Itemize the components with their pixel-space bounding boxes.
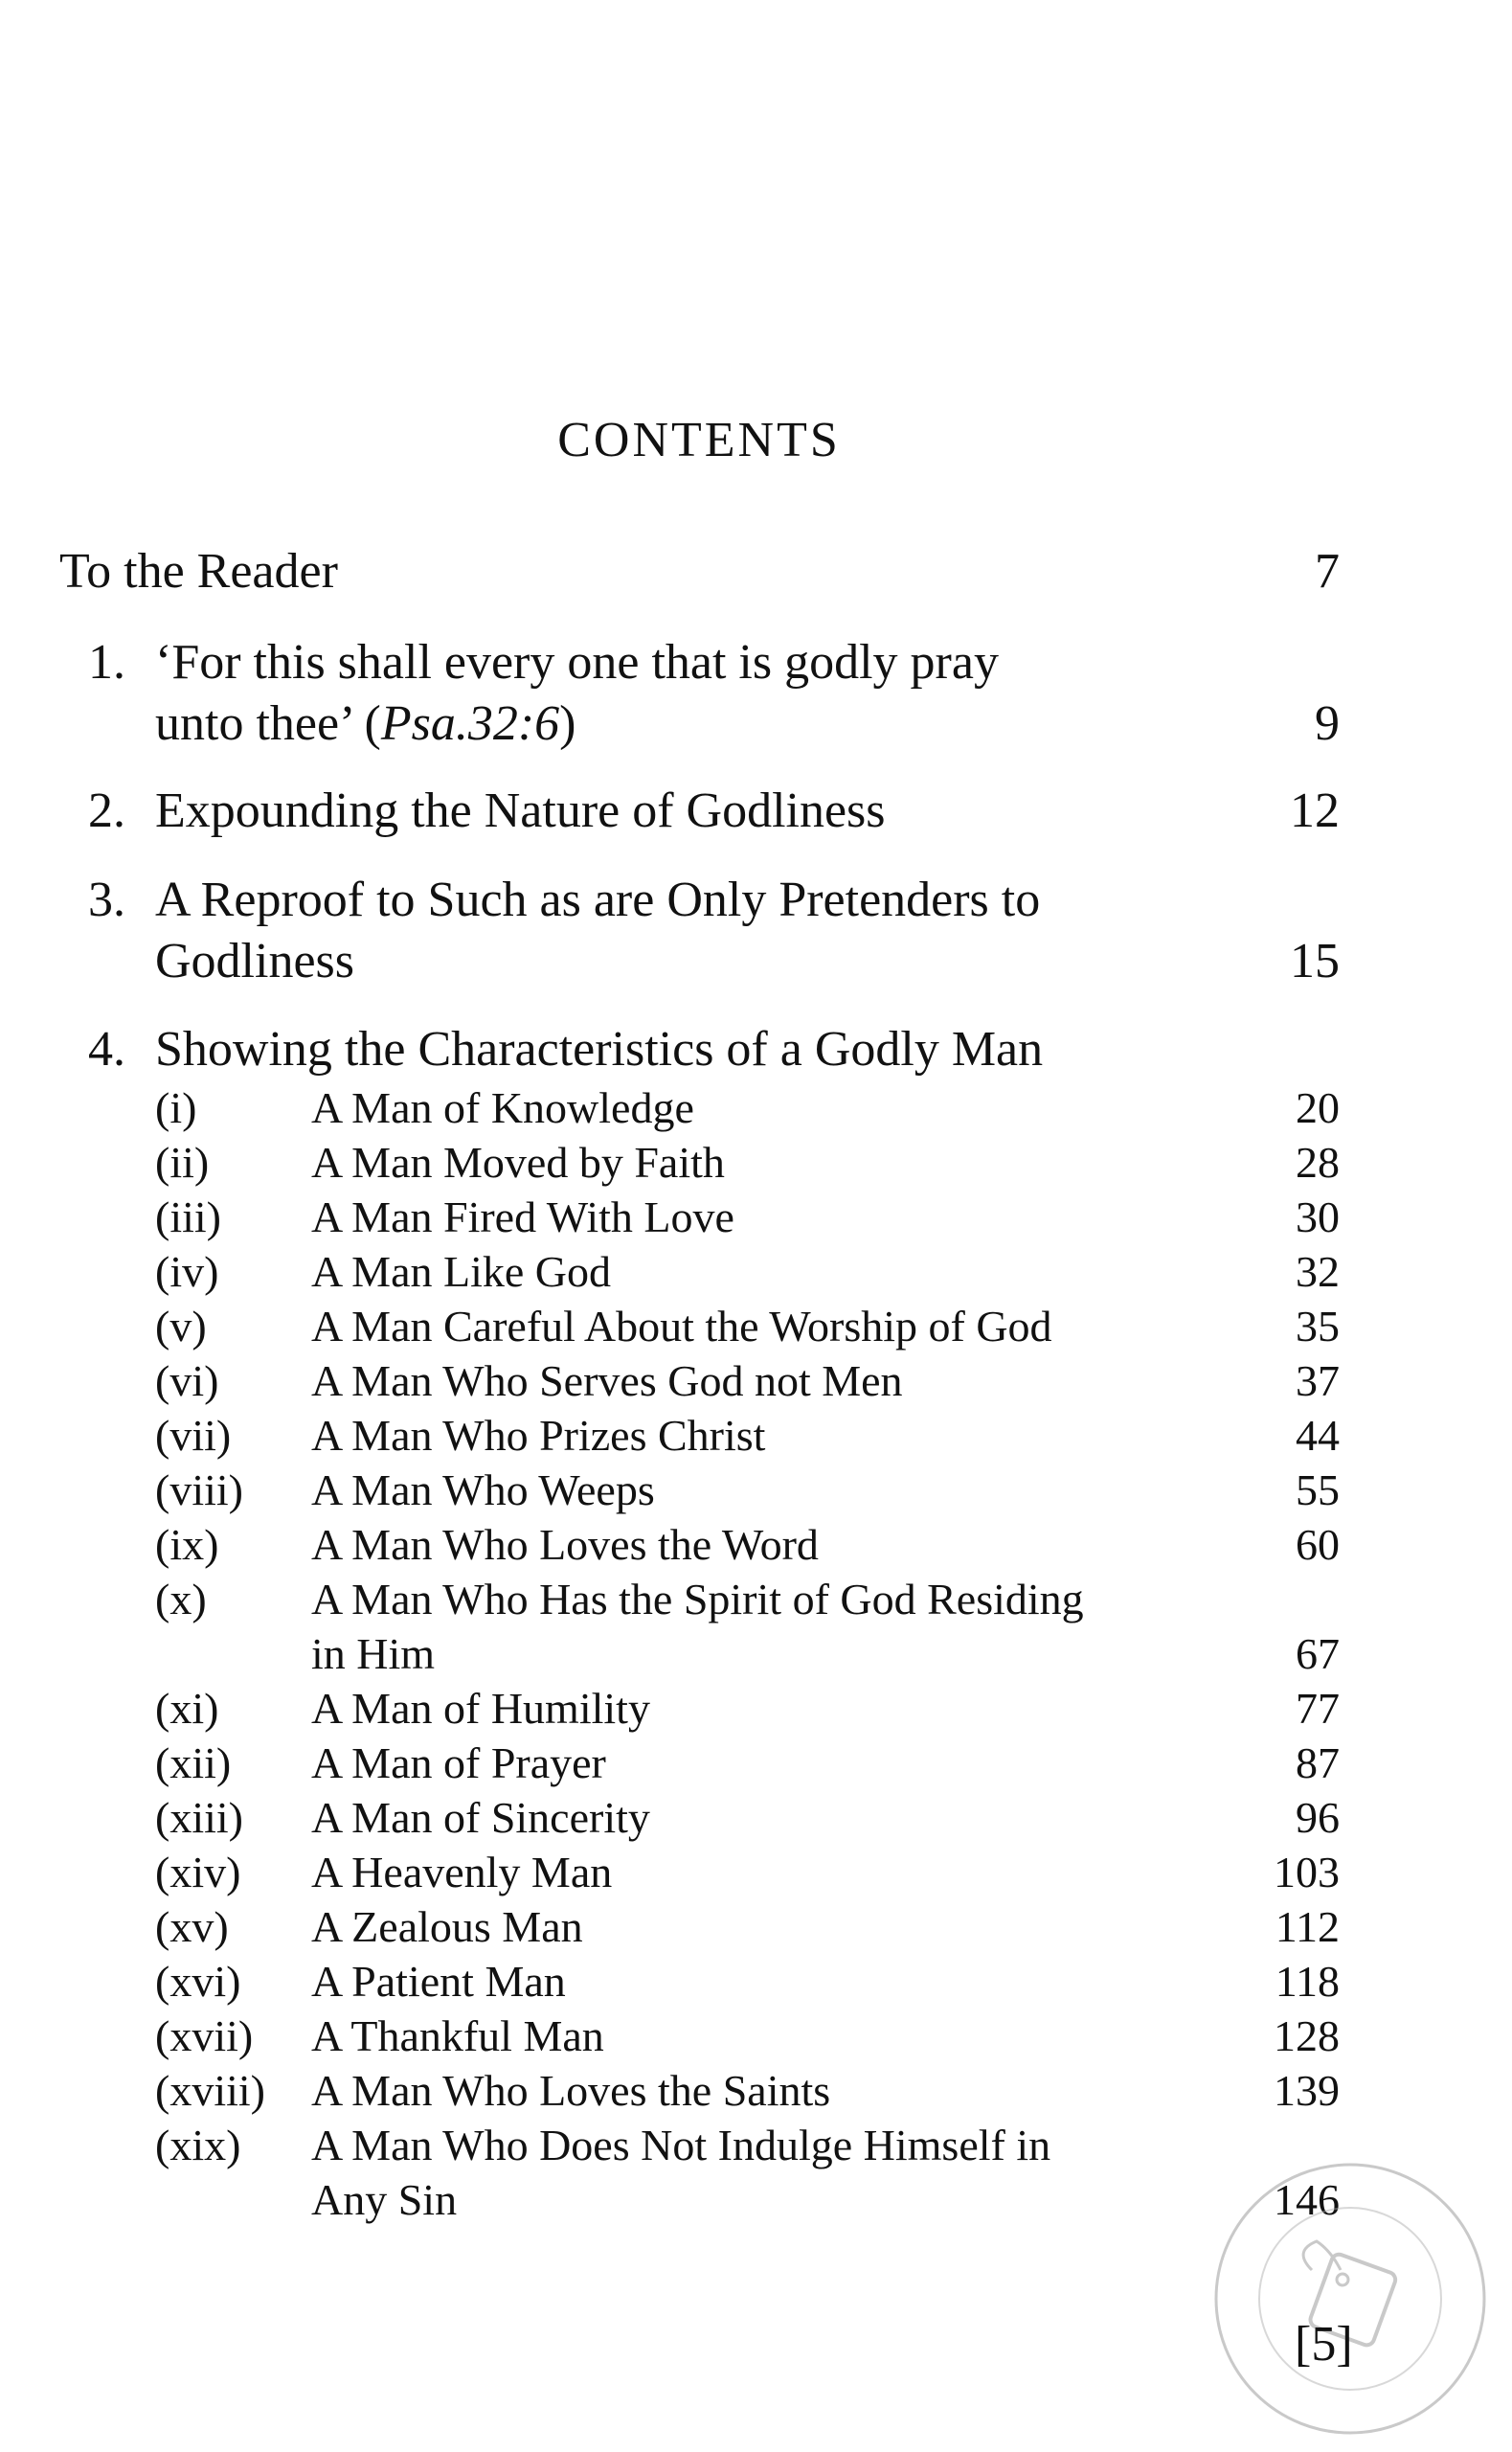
- subentry-numeral: (xi): [155, 1684, 219, 1733]
- subentry-page: 20: [1296, 1083, 1340, 1132]
- subentry-page: 32: [1296, 1247, 1340, 1296]
- subentry-page: 146: [1274, 2175, 1340, 2224]
- subentry-numeral: (xiv): [155, 1848, 241, 1896]
- subentry-page: 118: [1275, 1957, 1340, 2006]
- entry-title-line2: Godliness: [155, 934, 354, 988]
- subentry-title: A Zealous Man: [311, 1902, 583, 1951]
- page-folio: [5]: [1295, 2317, 1353, 2372]
- chapter-number: 1.: [88, 635, 125, 690]
- entry-page: 12: [1290, 783, 1340, 838]
- subentry-page: 44: [1296, 1411, 1340, 1460]
- subentry-page: 87: [1296, 1738, 1340, 1787]
- subentry-numeral: (iii): [155, 1192, 221, 1241]
- subentry-title: A Man of Sincerity: [311, 1793, 650, 1842]
- entry-title: Showing the Characteristics of a Godly Man: [155, 1022, 1044, 1077]
- subentry-page: 67: [1296, 1629, 1340, 1678]
- subentry-numeral: (iv): [155, 1247, 219, 1296]
- page-title: CONTENTS: [557, 413, 841, 467]
- subentry-title: A Man of Knowledge: [311, 1083, 694, 1132]
- subentry-numeral: (xviii): [155, 2066, 265, 2115]
- subentry-title-line2: Any Sin: [311, 2175, 458, 2224]
- subentry-numeral: (viii): [155, 1465, 243, 1514]
- subentry-numeral: (xiii): [155, 1793, 243, 1842]
- subentry-title: A Man Who Weeps: [311, 1465, 655, 1514]
- subentry-numeral: (ix): [155, 1520, 219, 1569]
- subentry-title: A Man of Prayer: [311, 1738, 606, 1787]
- subentry-title: A Heavenly Man: [311, 1848, 613, 1896]
- subentry-page: 96: [1296, 1793, 1340, 1842]
- subentry-title: A Man Who Prizes Christ: [311, 1411, 766, 1460]
- subentry-title: A Man of Humility: [311, 1684, 650, 1733]
- watermark-stamp-icon: [1207, 2155, 1494, 2442]
- entry-page: 15: [1290, 934, 1340, 988]
- subentry-numeral: (ii): [155, 1138, 210, 1187]
- subentry-page: 60: [1296, 1520, 1340, 1569]
- entry-title: Expounding the Nature of Godliness: [155, 783, 886, 838]
- subentry-page: 139: [1274, 2066, 1340, 2115]
- subentry-page: 35: [1296, 1302, 1340, 1351]
- subentry-title: A Man Moved by Faith: [311, 1138, 725, 1187]
- subentry-numeral: (xix): [155, 2121, 241, 2169]
- entry-page: 7: [1315, 544, 1340, 599]
- subentry-page: 128: [1274, 2011, 1340, 2060]
- entry-title-line1: A Reproof to Such as are Only Pretenders to: [155, 873, 1041, 927]
- subentry-page: 77: [1296, 1684, 1340, 1733]
- subentry-title: A Man Who Loves the Saints: [311, 2066, 831, 2115]
- subentry-numeral: (xvi): [155, 1957, 241, 2006]
- subentry-title: A Man Who Loves the Word: [311, 1520, 819, 1569]
- chapter-number: 2.: [88, 783, 125, 838]
- chapter-number: 4.: [88, 1022, 125, 1077]
- subentry-numeral: (i): [155, 1083, 197, 1132]
- subentry-title: A Man Like God: [311, 1247, 612, 1296]
- subentry-numeral: (vii): [155, 1411, 232, 1460]
- entry-title-line1: ‘For this shall every one that is godly pray: [155, 635, 999, 690]
- subentry-page: 103: [1274, 1848, 1340, 1896]
- subentry-numeral: (xv): [155, 1902, 229, 1951]
- subentry-numeral: (v): [155, 1302, 207, 1351]
- subentry-page: 30: [1296, 1192, 1340, 1241]
- subentry-title-line1: A Man Who Has the Spirit of God Residing: [311, 1575, 1084, 1623]
- subentry-page: 55: [1296, 1465, 1340, 1514]
- entry-page: 9: [1315, 696, 1340, 751]
- chapter-number: 3.: [88, 873, 125, 927]
- subentry-title: A Man Who Serves God not Men: [311, 1356, 903, 1405]
- subentry-numeral: (x): [155, 1575, 207, 1623]
- subentry-title-line1: A Man Who Does Not Indulge Himself in: [311, 2121, 1051, 2169]
- subentry-title: A Man Careful About the Worship of God: [311, 1302, 1052, 1351]
- subentry-title-line2: in Him: [311, 1629, 436, 1678]
- subentry-numeral: (xvii): [155, 2011, 254, 2060]
- scripture-reference: Psa.32:6: [380, 696, 560, 751]
- subentry-numeral: (xii): [155, 1738, 232, 1787]
- subentry-page: 37: [1296, 1356, 1340, 1405]
- subentry-page: 112: [1275, 1902, 1340, 1951]
- entry-title-line2: unto thee’ (Psa.32:6): [155, 696, 576, 751]
- subentry-title: A Man Fired With Love: [311, 1192, 734, 1241]
- subentry-title: A Patient Man: [311, 1957, 566, 2006]
- subentry-page: 28: [1296, 1138, 1340, 1187]
- entry-title: To the Reader: [59, 544, 338, 599]
- subentry-numeral: (vi): [155, 1356, 219, 1405]
- subentry-title: A Thankful Man: [311, 2011, 604, 2060]
